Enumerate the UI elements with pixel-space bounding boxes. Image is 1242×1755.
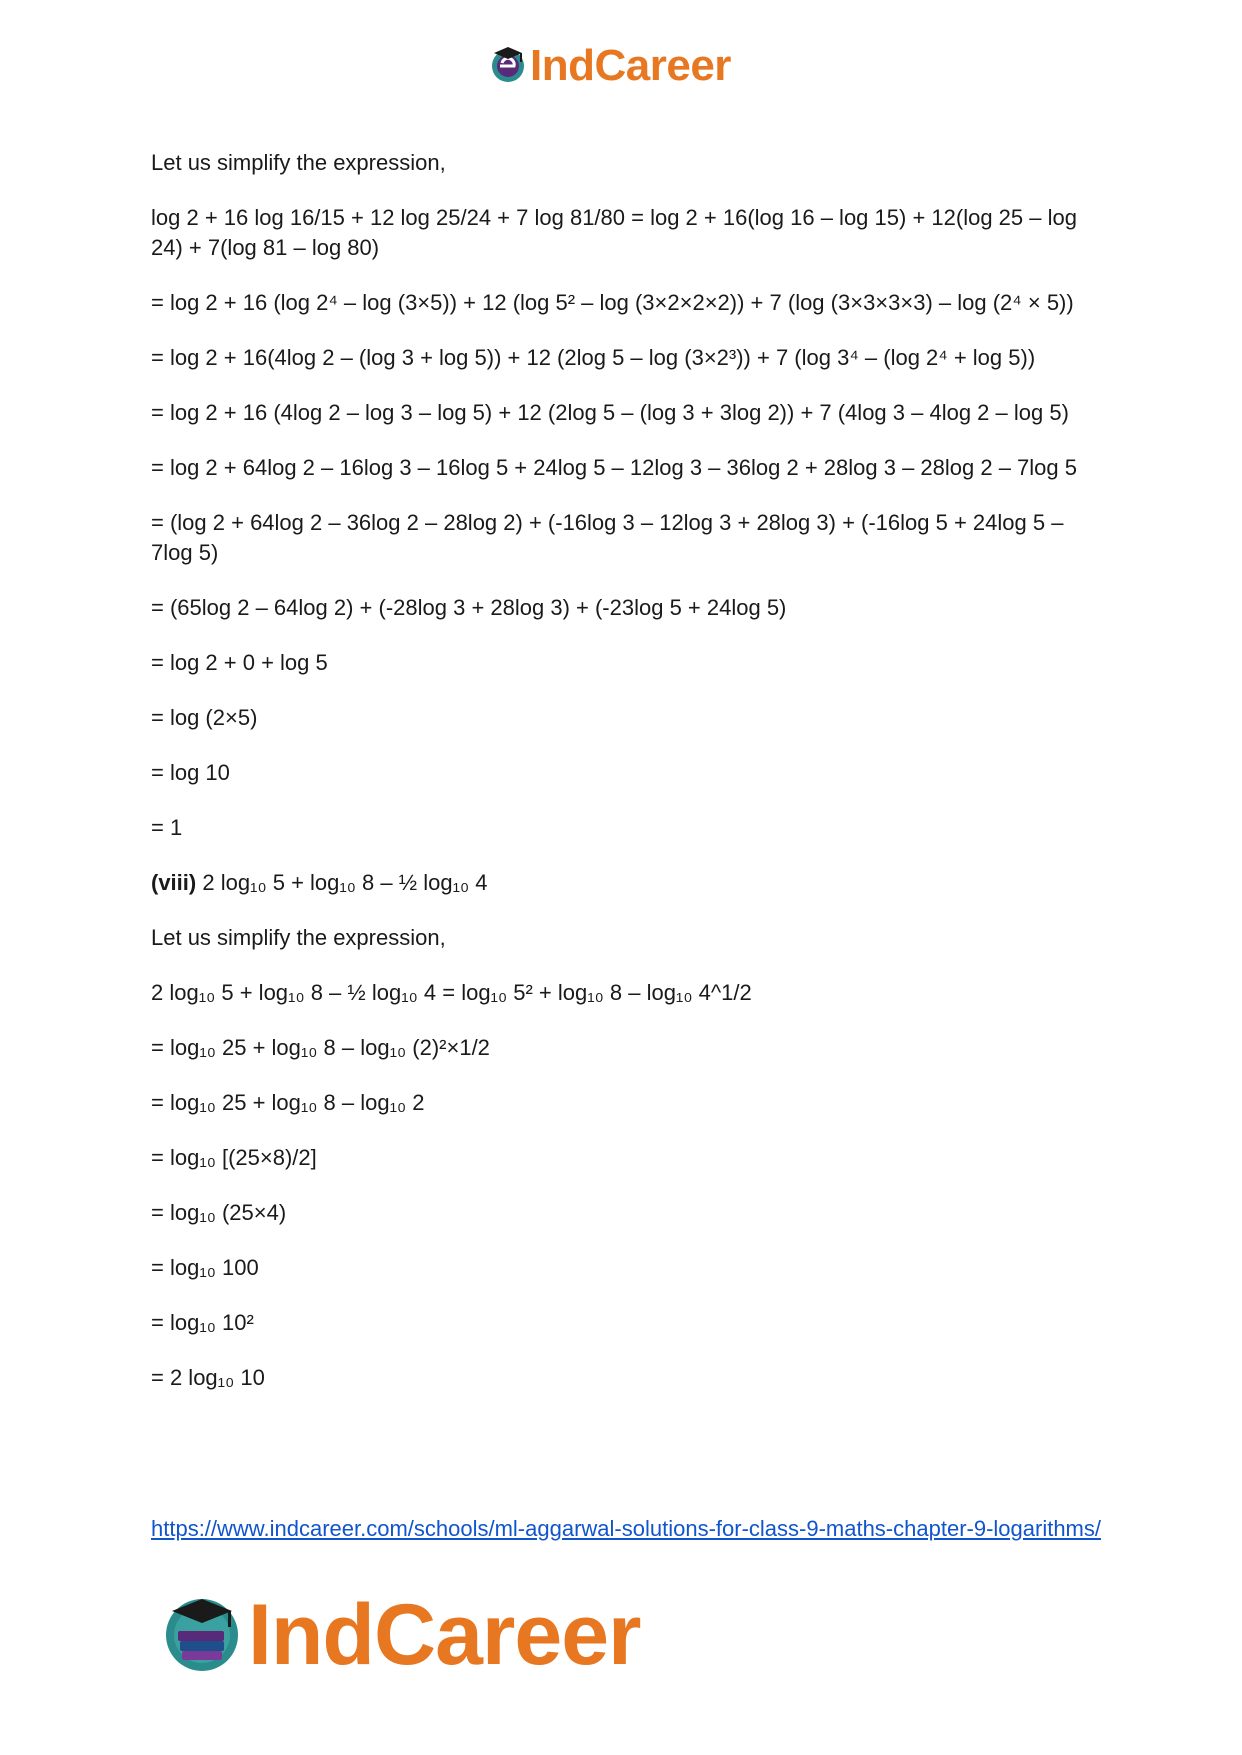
equation-line: = log 2 + 16(4log 2 – (log 3 + log 5)) + 12 (2log 5 – log (3×2³)) + 7 (log 3⁴ – (log 2⁴ + log 5)) <box>151 345 1036 370</box>
footer-logo[interactable] <box>160 1586 641 1683</box>
equation-line: = log₁₀ 10² <box>151 1310 254 1335</box>
equation-line: = log 2 + 64log 2 – 16log 3 – 16log 5 + 24log 5 – 12log 3 – 36log 2 + 28log 3 – 28log 2 – 7log 5 <box>151 455 1077 480</box>
equation-line: = log₁₀ 100 <box>151 1255 259 1280</box>
logo-wordmark: IndCareer <box>530 41 731 90</box>
header-logo[interactable] <box>488 40 731 92</box>
source-link[interactable]: https://www.indcareer.com/schools/ml-aggarwal-solutions-for-class-9-maths-chapter-9-logarithms/ <box>151 1516 1101 1541</box>
equation-line: = (65log 2 – 64log 2) + (-28log 3 + 28log 3) + (-23log 5 + 24log 5) <box>151 595 787 620</box>
logo-wordmark: IndCareer <box>248 1586 641 1683</box>
equation-line: = log₁₀ 25 + log₁₀ 8 – log₁₀ 2 <box>151 1090 425 1115</box>
text-line: Let us simplify the expression, <box>151 150 446 175</box>
equation-line: = log₁₀ 25 + log₁₀ 8 – log₁₀ (2)²×1/2 <box>151 1035 490 1060</box>
equation-line: = log 2 + 16 (4log 2 – log 3 – log 5) + 12 (2log 5 – (log 3 + 3log 2)) + 7 (4log 3 – 4log 2 – log 5) <box>151 400 1069 425</box>
equation-line: = log₁₀ [(25×8)/2] <box>151 1145 317 1170</box>
graduation-cap-globe-icon <box>488 44 528 89</box>
equation-line: = 2 log₁₀ 10 <box>151 1365 265 1390</box>
graduation-cap-books-globe-icon <box>160 1591 244 1680</box>
document-body <box>151 148 1091 1418</box>
equation-line: = log 10 <box>151 760 230 785</box>
equation-line: = log 2 + 16 (log 2⁴ – log (3×5)) + 12 (log 5² – log (3×2×2×2)) + 7 (log (3×3×3×3) – log (2⁴ × 5)) <box>151 290 1074 315</box>
question-number: (viii) <box>151 870 197 895</box>
text-line: Let us simplify the expression, <box>151 925 446 950</box>
equation-line: = log (2×5) <box>151 705 258 730</box>
equation-line: = log₁₀ (25×4) <box>151 1200 287 1225</box>
question-heading: (viii) 2 log₁₀ 5 + log₁₀ 8 – ½ log₁₀ 4 <box>151 870 488 895</box>
equation-line: = 1 <box>151 815 183 840</box>
equation-line: = log 2 + 0 + log 5 <box>151 650 328 675</box>
equation-line: log 2 + 16 log 16/15 + 12 log 25/24 + 7 log 81/80 = log 2 + 16(log 16 – log 15) + 12(log 25 – log 24) + 7(log 81 – log 80) <box>151 205 1077 260</box>
equation-line: = (log 2 + 64log 2 – 36log 2 – 28log 2) + (-16log 3 – 12log 3 + 28log 3) + (-16log 5 + 24log 5 – 7log 5) <box>151 510 1064 565</box>
equation-line: 2 log₁₀ 5 + log₁₀ 8 – ½ log₁₀ 4 = log₁₀ 5² + log₁₀ 8 – log₁₀ 4^1/2 <box>151 980 752 1005</box>
